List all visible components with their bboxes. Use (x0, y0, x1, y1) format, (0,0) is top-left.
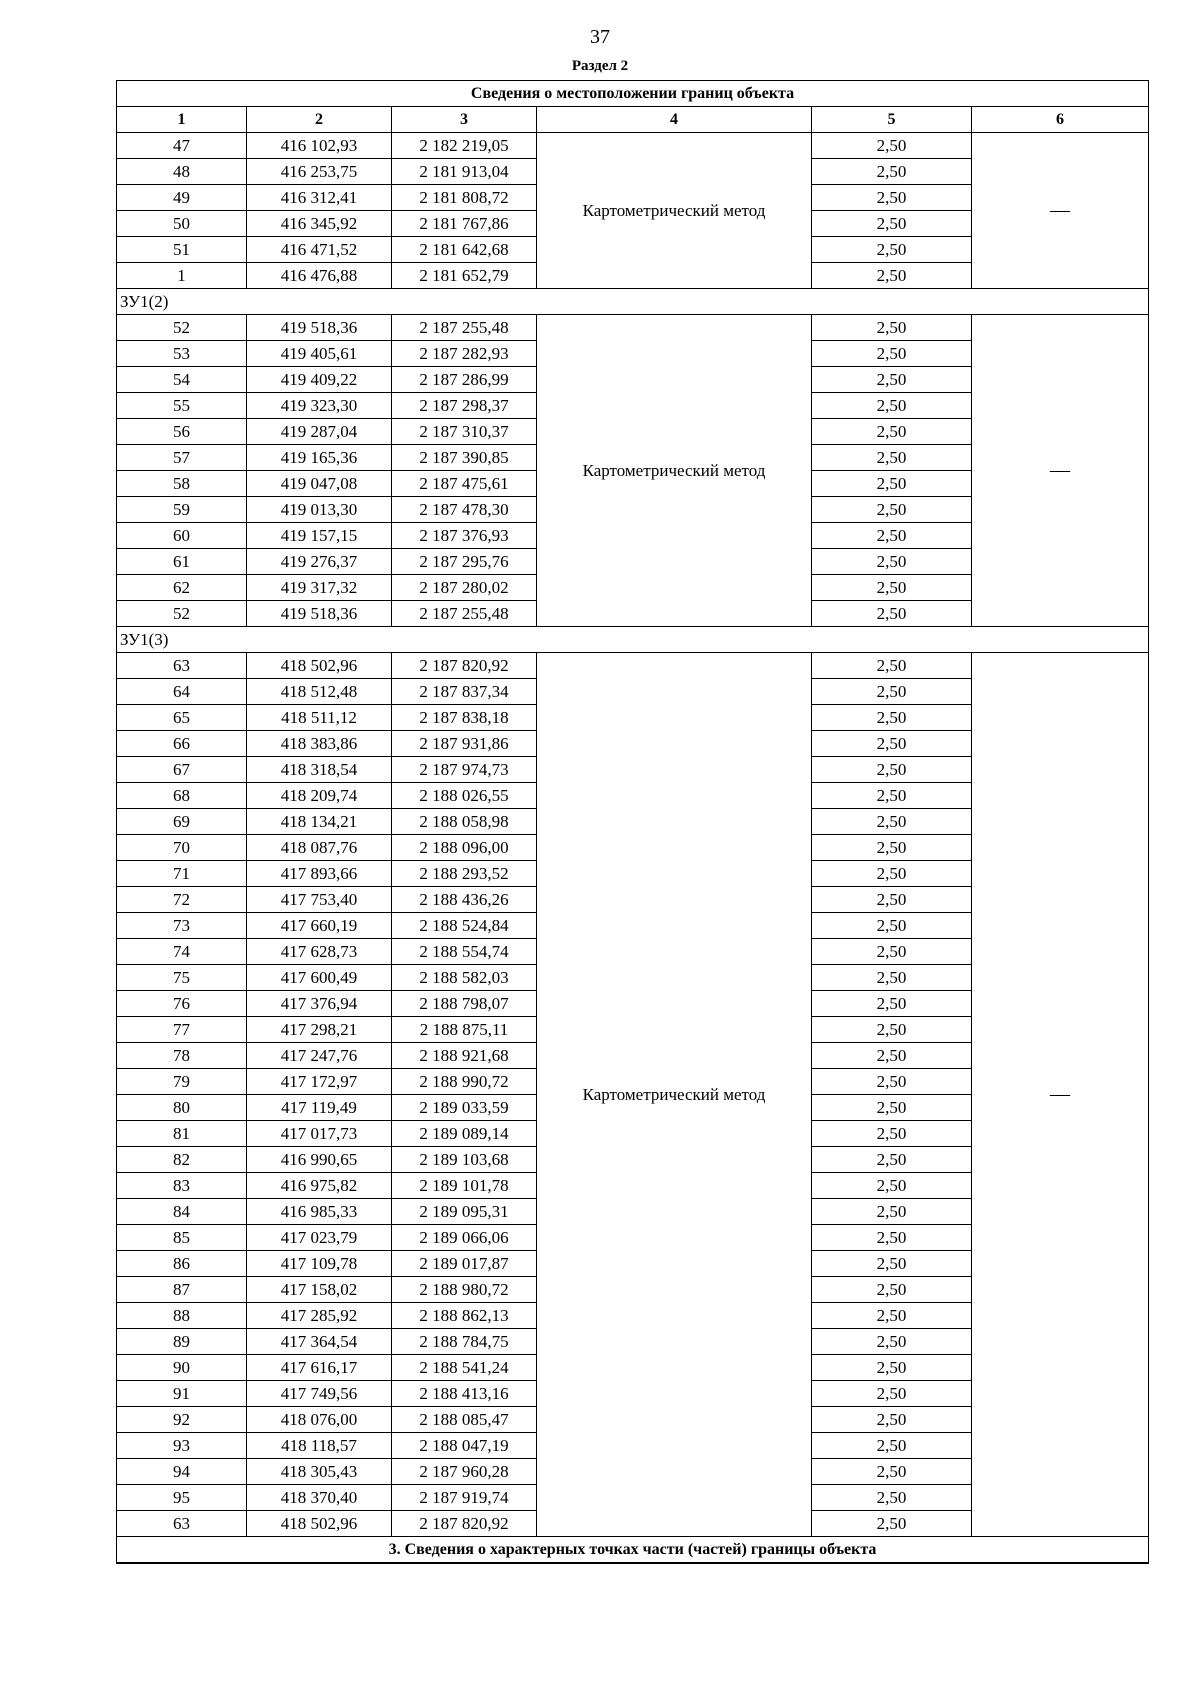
column-header: 2 (247, 107, 392, 133)
precision: 2,50 (812, 809, 972, 835)
column-header: 1 (117, 107, 247, 133)
precision: 2,50 (812, 367, 972, 393)
coord-y: 2 188 990,72 (392, 1069, 537, 1095)
coord-x: 417 119,49 (247, 1095, 392, 1121)
coord-y: 2 188 026,55 (392, 783, 537, 809)
point-number: 70 (117, 835, 247, 861)
table-row (117, 133, 1149, 159)
point-number: 93 (117, 1433, 247, 1459)
precision: 2,50 (812, 653, 972, 679)
coord-x: 418 383,86 (247, 731, 392, 757)
precision: 2,50 (812, 1199, 972, 1225)
coord-y: 2 188 582,03 (392, 965, 537, 991)
column-header: 3 (392, 107, 537, 133)
precision: 2,50 (812, 965, 972, 991)
coord-x: 417 298,21 (247, 1017, 392, 1043)
column-header: 5 (812, 107, 972, 133)
col6-cell: — (972, 133, 1149, 289)
coord-y: 2 187 478,30 (392, 497, 537, 523)
coord-y: 2 187 838,18 (392, 705, 537, 731)
coord-x: 418 209,74 (247, 783, 392, 809)
coord-y: 2 188 875,11 (392, 1017, 537, 1043)
coord-x: 418 076,00 (247, 1407, 392, 1433)
point-number: 83 (117, 1173, 247, 1199)
coord-x: 417 376,94 (247, 991, 392, 1017)
precision: 2,50 (812, 939, 972, 965)
precision: 2,50 (812, 497, 972, 523)
point-number: 71 (117, 861, 247, 887)
precision: 2,50 (812, 913, 972, 939)
coord-y: 2 189 017,87 (392, 1251, 537, 1277)
point-number: 85 (117, 1225, 247, 1251)
point-number: 94 (117, 1459, 247, 1485)
precision: 2,50 (812, 1277, 972, 1303)
coord-y: 2 187 280,02 (392, 575, 537, 601)
footer-row (117, 1537, 1149, 1564)
point-number: 55 (117, 393, 247, 419)
coord-y: 2 187 310,37 (392, 419, 537, 445)
point-number: 62 (117, 575, 247, 601)
precision: 2,50 (812, 1173, 972, 1199)
point-number: 52 (117, 315, 247, 341)
header-row (117, 107, 1149, 133)
precision: 2,50 (812, 1459, 972, 1485)
point-number: 47 (117, 133, 247, 159)
table-row (117, 315, 1149, 341)
coord-y: 2 187 255,48 (392, 601, 537, 627)
coord-y: 2 188 436,26 (392, 887, 537, 913)
coord-x: 418 512,48 (247, 679, 392, 705)
coord-x: 419 157,15 (247, 523, 392, 549)
point-number: 78 (117, 1043, 247, 1069)
coord-y: 2 188 862,13 (392, 1303, 537, 1329)
coord-x: 416 476,88 (247, 263, 392, 289)
point-number: 69 (117, 809, 247, 835)
coord-x: 417 749,56 (247, 1381, 392, 1407)
point-number: 73 (117, 913, 247, 939)
precision: 2,50 (812, 1511, 972, 1537)
precision: 2,50 (812, 237, 972, 263)
coord-y: 2 189 033,59 (392, 1095, 537, 1121)
coord-x: 417 628,73 (247, 939, 392, 965)
coord-x: 418 087,76 (247, 835, 392, 861)
coord-y: 2 188 921,68 (392, 1043, 537, 1069)
coord-y: 2 187 931,86 (392, 731, 537, 757)
coord-x: 418 502,96 (247, 1511, 392, 1537)
group-label-row (117, 289, 1149, 315)
column-header: 6 (972, 107, 1149, 133)
coord-x: 418 118,57 (247, 1433, 392, 1459)
point-number: 89 (117, 1329, 247, 1355)
coord-y: 2 188 798,07 (392, 991, 537, 1017)
point-number: 64 (117, 679, 247, 705)
precision: 2,50 (812, 1121, 972, 1147)
coord-y: 2 187 376,93 (392, 523, 537, 549)
point-number: 72 (117, 887, 247, 913)
precision: 2,50 (812, 1147, 972, 1173)
point-number: 80 (117, 1095, 247, 1121)
table-title-row (117, 81, 1149, 107)
point-number: 63 (117, 1511, 247, 1537)
column-header: 4 (537, 107, 812, 133)
coord-y: 2 189 103,68 (392, 1147, 537, 1173)
precision: 2,50 (812, 1225, 972, 1251)
coord-x: 417 158,02 (247, 1277, 392, 1303)
coord-y: 2 187 390,85 (392, 445, 537, 471)
coord-x: 419 287,04 (247, 419, 392, 445)
precision: 2,50 (812, 887, 972, 913)
coord-x: 419 323,30 (247, 393, 392, 419)
point-number: 60 (117, 523, 247, 549)
coord-y: 2 188 085,47 (392, 1407, 537, 1433)
precision: 2,50 (812, 211, 972, 237)
point-number: 57 (117, 445, 247, 471)
point-number: 66 (117, 731, 247, 757)
precision: 2,50 (812, 731, 972, 757)
precision: 2,50 (812, 549, 972, 575)
coord-x: 419 518,36 (247, 601, 392, 627)
point-number: 77 (117, 1017, 247, 1043)
coord-x: 416 345,92 (247, 211, 392, 237)
group-label: ЗУ1(2) (117, 289, 1149, 315)
coord-x: 416 253,75 (247, 159, 392, 185)
point-number: 87 (117, 1277, 247, 1303)
point-number: 67 (117, 757, 247, 783)
precision: 2,50 (812, 133, 972, 159)
coord-x: 416 975,82 (247, 1173, 392, 1199)
point-number: 82 (117, 1147, 247, 1173)
point-number: 56 (117, 419, 247, 445)
precision: 2,50 (812, 991, 972, 1017)
coord-y: 2 187 475,61 (392, 471, 537, 497)
coord-y: 2 188 047,19 (392, 1433, 537, 1459)
page-number: 37 (590, 26, 610, 48)
precision: 2,50 (812, 679, 972, 705)
coord-x: 419 047,08 (247, 471, 392, 497)
point-number: 54 (117, 367, 247, 393)
point-number: 53 (117, 341, 247, 367)
coord-y: 2 188 784,75 (392, 1329, 537, 1355)
precision: 2,50 (812, 601, 972, 627)
coord-y: 2 189 066,06 (392, 1225, 537, 1251)
coord-y: 2 189 089,14 (392, 1121, 537, 1147)
coord-x: 419 518,36 (247, 315, 392, 341)
boundary-table (116, 80, 1149, 1564)
method-cell: Картометрический метод (537, 315, 812, 627)
point-number: 95 (117, 1485, 247, 1511)
coord-x: 417 247,76 (247, 1043, 392, 1069)
coord-y: 2 187 295,76 (392, 549, 537, 575)
point-number: 84 (117, 1199, 247, 1225)
precision: 2,50 (812, 341, 972, 367)
precision: 2,50 (812, 861, 972, 887)
point-number: 61 (117, 549, 247, 575)
point-number: 65 (117, 705, 247, 731)
point-number: 86 (117, 1251, 247, 1277)
point-number: 68 (117, 783, 247, 809)
coord-x: 416 102,93 (247, 133, 392, 159)
coord-x: 417 023,79 (247, 1225, 392, 1251)
table-row (117, 653, 1149, 679)
point-number: 75 (117, 965, 247, 991)
precision: 2,50 (812, 445, 972, 471)
precision: 2,50 (812, 1043, 972, 1069)
coord-x: 419 013,30 (247, 497, 392, 523)
coord-x: 418 370,40 (247, 1485, 392, 1511)
point-number: 52 (117, 601, 247, 627)
precision: 2,50 (812, 1381, 972, 1407)
point-number: 1 (117, 263, 247, 289)
precision: 2,50 (812, 705, 972, 731)
coord-y: 2 181 808,72 (392, 185, 537, 211)
coord-x: 418 502,96 (247, 653, 392, 679)
coord-x: 419 405,61 (247, 341, 392, 367)
point-number: 79 (117, 1069, 247, 1095)
coord-x: 416 312,41 (247, 185, 392, 211)
coord-y: 2 181 767,86 (392, 211, 537, 237)
coord-x: 417 660,19 (247, 913, 392, 939)
precision: 2,50 (812, 1251, 972, 1277)
coord-y: 2 189 095,31 (392, 1199, 537, 1225)
coord-x: 418 134,21 (247, 809, 392, 835)
group-label: ЗУ1(3) (117, 627, 1149, 653)
precision: 2,50 (812, 159, 972, 185)
precision: 2,50 (812, 1095, 972, 1121)
coord-x: 416 471,52 (247, 237, 392, 263)
coord-y: 2 188 541,24 (392, 1355, 537, 1381)
group-label-row (117, 627, 1149, 653)
coord-y: 2 189 101,78 (392, 1173, 537, 1199)
coord-x: 417 753,40 (247, 887, 392, 913)
coord-y: 2 187 282,93 (392, 341, 537, 367)
coord-x: 418 511,12 (247, 705, 392, 731)
precision: 2,50 (812, 1069, 972, 1095)
coord-y: 2 187 974,73 (392, 757, 537, 783)
coord-y: 2 181 652,79 (392, 263, 537, 289)
coord-y: 2 187 820,92 (392, 653, 537, 679)
coord-y: 2 188 293,52 (392, 861, 537, 887)
footer-title: 3. Сведения о характерных точках части (частей) границы объекта (117, 1537, 1149, 1564)
col6-cell: — (972, 315, 1149, 627)
coord-y: 2 187 919,74 (392, 1485, 537, 1511)
coord-x: 416 985,33 (247, 1199, 392, 1225)
coord-y: 2 188 980,72 (392, 1277, 537, 1303)
point-number: 74 (117, 939, 247, 965)
precision: 2,50 (812, 1329, 972, 1355)
table-body (117, 81, 1149, 1564)
point-number: 90 (117, 1355, 247, 1381)
col6-cell: — (972, 653, 1149, 1537)
coord-x: 417 893,66 (247, 861, 392, 887)
coord-x: 419 165,36 (247, 445, 392, 471)
coord-x: 418 318,54 (247, 757, 392, 783)
method-cell: Картометрический метод (537, 653, 812, 1537)
precision: 2,50 (812, 1485, 972, 1511)
coord-x: 419 409,22 (247, 367, 392, 393)
coord-x: 417 616,17 (247, 1355, 392, 1381)
point-number: 59 (117, 497, 247, 523)
coord-y: 2 181 642,68 (392, 237, 537, 263)
precision: 2,50 (812, 185, 972, 211)
table-title: Сведения о местоположении границ объекта (117, 81, 1149, 107)
point-number: 58 (117, 471, 247, 497)
coord-y: 2 187 286,99 (392, 367, 537, 393)
point-number: 63 (117, 653, 247, 679)
coord-x: 417 285,92 (247, 1303, 392, 1329)
precision: 2,50 (812, 1355, 972, 1381)
coord-y: 2 188 058,98 (392, 809, 537, 835)
point-number: 48 (117, 159, 247, 185)
point-number: 92 (117, 1407, 247, 1433)
precision: 2,50 (812, 1407, 972, 1433)
precision: 2,50 (812, 263, 972, 289)
coord-x: 416 990,65 (247, 1147, 392, 1173)
precision: 2,50 (812, 575, 972, 601)
coord-x: 417 109,78 (247, 1251, 392, 1277)
point-number: 50 (117, 211, 247, 237)
coord-y: 2 187 298,37 (392, 393, 537, 419)
coord-x: 417 364,54 (247, 1329, 392, 1355)
coord-y: 2 187 960,28 (392, 1459, 537, 1485)
point-number: 88 (117, 1303, 247, 1329)
point-number: 51 (117, 237, 247, 263)
coord-y: 2 188 524,84 (392, 913, 537, 939)
coord-y: 2 187 255,48 (392, 315, 537, 341)
precision: 2,50 (812, 783, 972, 809)
coord-y: 2 188 554,74 (392, 939, 537, 965)
point-number: 81 (117, 1121, 247, 1147)
precision: 2,50 (812, 419, 972, 445)
coord-x: 417 600,49 (247, 965, 392, 991)
precision: 2,50 (812, 523, 972, 549)
method-cell: Картометрический метод (537, 133, 812, 289)
precision: 2,50 (812, 471, 972, 497)
coord-x: 418 305,43 (247, 1459, 392, 1485)
coord-y: 2 188 096,00 (392, 835, 537, 861)
precision: 2,50 (812, 757, 972, 783)
precision: 2,50 (812, 835, 972, 861)
coord-y: 2 188 413,16 (392, 1381, 537, 1407)
section-title: Раздел 2 (571, 58, 629, 74)
coord-y: 2 187 837,34 (392, 679, 537, 705)
point-number: 49 (117, 185, 247, 211)
coord-y: 2 182 219,05 (392, 133, 537, 159)
point-number: 91 (117, 1381, 247, 1407)
precision: 2,50 (812, 393, 972, 419)
coord-y: 2 187 820,92 (392, 1511, 537, 1537)
point-number: 76 (117, 991, 247, 1017)
precision: 2,50 (812, 315, 972, 341)
precision: 2,50 (812, 1017, 972, 1043)
coord-x: 419 317,32 (247, 575, 392, 601)
coord-x: 417 172,97 (247, 1069, 392, 1095)
precision: 2,50 (812, 1433, 972, 1459)
precision: 2,50 (812, 1303, 972, 1329)
coord-x: 417 017,73 (247, 1121, 392, 1147)
coord-x: 419 276,37 (247, 549, 392, 575)
coord-y: 2 181 913,04 (392, 159, 537, 185)
